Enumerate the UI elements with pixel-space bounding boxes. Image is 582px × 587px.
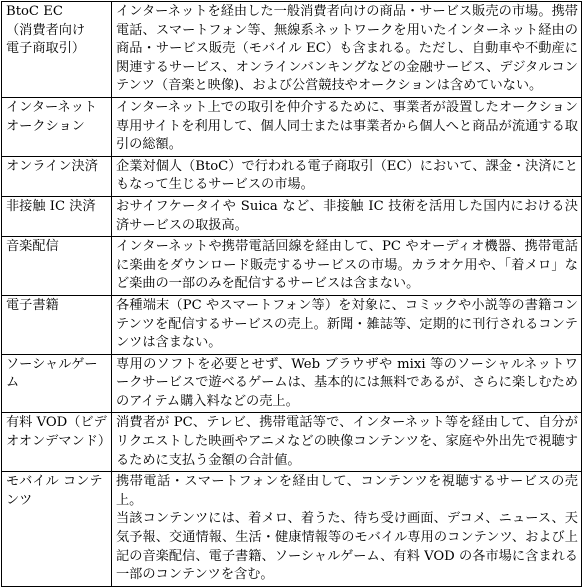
definition-row (2, 97, 582, 156)
description-cell (112, 354, 582, 413)
term-text: BtoC EC (6, 4, 63, 19)
term-cell (2, 472, 112, 587)
description-text: インターネットを経由した一般消費者向けの商品・サービス販売の市場。携帯電話、スマートフォン等、無線系ネットワークを用いたインターネット経由の商品・サービス販売（モバイル EC）も含まれる。ただし、自動車や不動産に関連するサービス、オンラインバンキングなどの金融サービス、デジタルコンテンツ（音楽と映像)、および公営競技やオークションは含めていない。 (116, 4, 578, 94)
term-cell (2, 156, 112, 196)
definition-row (2, 413, 582, 472)
definition-row (2, 156, 582, 196)
term-text: 有料 VOD（ビデオオンデマンド） (6, 415, 112, 450)
definition-row (2, 354, 582, 413)
definitions-table (1, 1, 582, 587)
description-text: 各種端末（PC やスマートフォン等）を対象に、コミックや小説等の書籍コンテンツを配信するサービスの売上。新聞・雑誌等、定期的に刊行されるコンテンツは含まない。 (116, 297, 578, 351)
term-cell (2, 295, 112, 354)
description-cell (112, 196, 582, 236)
description-cell (112, 472, 582, 587)
term-text: オンライン決済 (6, 158, 98, 174)
description-text: 消費者が PC、テレビ、携帯電話等で、インターネット等を経由して、自分がリクエストした映画やアニメなどの映像コンテンツを、家庭や外出先で視聴するために支払う金額の合計値。 (116, 415, 578, 468)
description-cell (112, 2, 582, 98)
term-text: 音楽配信 (6, 239, 59, 255)
description-text: おサイフケータイや Suica など、非接触 IC 技術を活用した国内における決済サービスの取扱高。 (116, 198, 578, 233)
term-text: （消費者向け (6, 22, 86, 38)
definition-row (2, 237, 582, 296)
term-cell (2, 2, 112, 98)
description-text: 企業対個人（BtoC）で行われる電子商取引（EC）において、課金・決済にともなって生じるサービスの市場。 (116, 158, 578, 193)
description-text: インターネット上での取引を仲介するために、事業者が設置したオークション専用サイトを利用して、個人同士または事業者から個人へと商品が流通する取引の総額。 (116, 99, 578, 153)
term-cell (2, 413, 112, 472)
term-text: インターネットオークション (6, 99, 98, 134)
description-text: 当該コンテンツには、着メロ、着うた、待ち受け画面、デコメ、ニュース、天気予報、交通情報、生活・健康情報等のモバイル専用のコンテンツ、および上記の音楽配信、電子書籍、ソーシャルゲーム、有料 VOD の各市場に含まれる一部のコンテンツを含む。 (116, 511, 578, 583)
description-cell (112, 413, 582, 472)
description-text: インターネットや携帯電話回線を経由して、PC やオーディオ機器、携帯電話に楽曲をダウンロード販売するサービスの市場。カラオケ用や、「着メロ」など楽曲の一部のみを配信するサービスは含まない。 (116, 239, 578, 292)
term-text: 非接触 IC 決済 (6, 198, 96, 214)
term-text: 電子書籍 (6, 297, 59, 313)
description-cell (112, 156, 582, 196)
definition-row (2, 472, 582, 587)
term-text: ソーシャルゲーム (6, 356, 98, 391)
description-cell (112, 295, 582, 354)
definition-row (2, 2, 582, 98)
definition-row (2, 295, 582, 354)
description-text: 携帯電話・スマートフォンを経由して、コンテンツを視聴するサービスの売上。 (116, 474, 578, 508)
term-text: モバイル コンテンツ (6, 474, 103, 508)
term-text: 電子商取引） (6, 41, 86, 57)
description-text: 専用のソフトを必要とせず、Web ブラウザや mixi 等のソーシャルネットワークサービスで遊べるゲームは、基本的には無料であるが、さらに楽しむためのアイテム購入料などの売上。 (116, 356, 578, 409)
term-cell (2, 196, 112, 236)
term-cell (2, 354, 112, 413)
definition-row (2, 196, 582, 236)
description-cell (112, 237, 582, 296)
term-cell (2, 237, 112, 296)
definitions-table-body (2, 2, 582, 587)
term-cell (2, 97, 112, 156)
description-cell (112, 97, 582, 156)
